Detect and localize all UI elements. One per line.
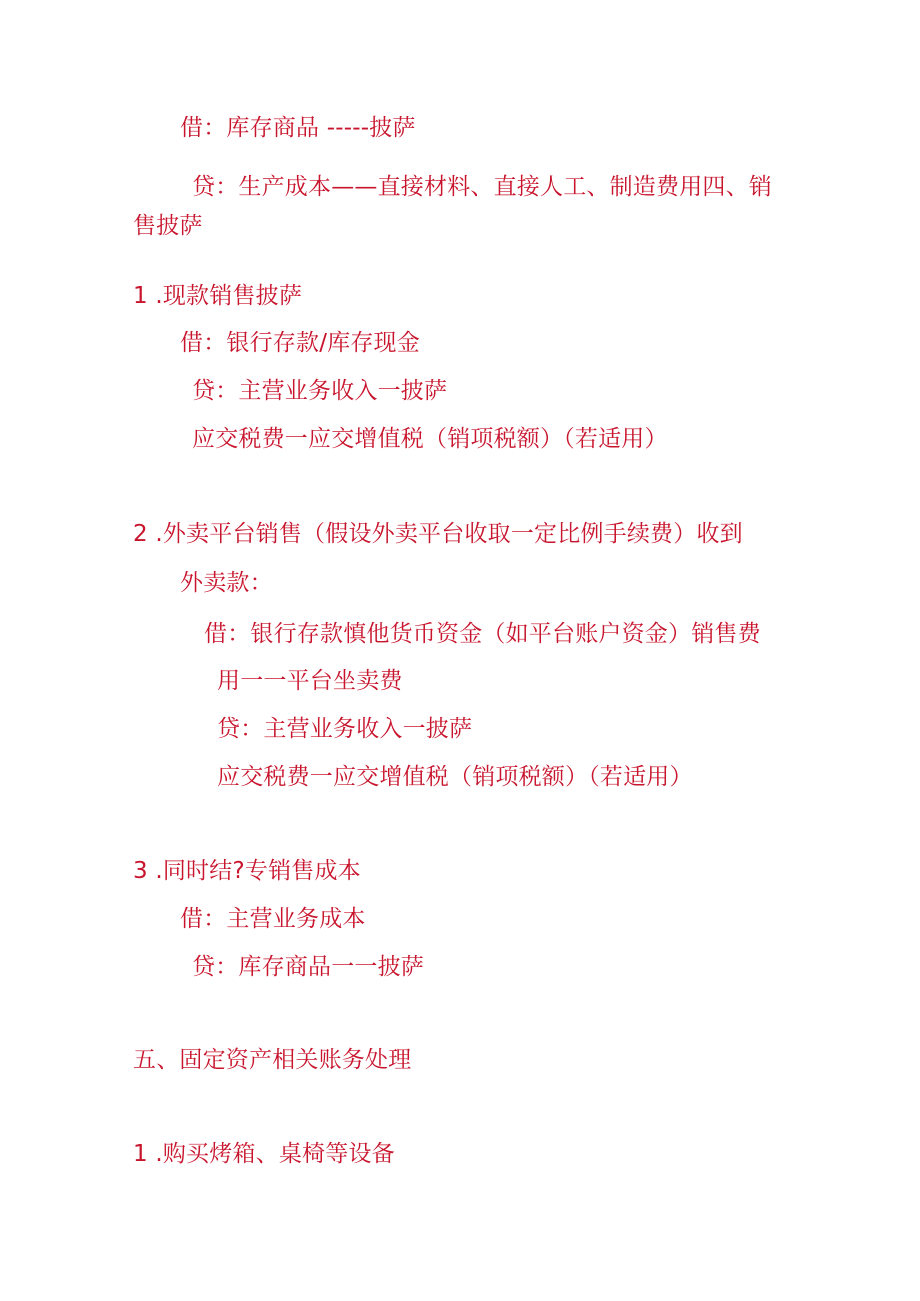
entry-debit-inventory: 借：库存商品 -----披萨 [180, 115, 416, 141]
section-cash-sales-heading: 1 .现款销售披萨 [133, 283, 303, 309]
entry-credit-main-revenue-2: 贷：主营业务收入一披萨 [217, 716, 473, 742]
entry-debit-main-cost: 借：主营业务成本 [180, 906, 366, 932]
entry-credit-production-cost: 贷：生产成本——直接材料、直接人工、制造费用四、销 [192, 174, 772, 200]
entry-debit-bank-cash: 借：银行存款/库存现金 [180, 330, 420, 356]
section-delivery-platform-heading: 2 .外卖平台销售（假设外卖平台收取一定比例手续费）收到 [133, 521, 743, 547]
entry-credit-inventory: 贷：库存商品一一披萨 [192, 954, 424, 980]
entry-debit-platform-fee: 用一一平台坐卖费 [217, 668, 403, 694]
section-delivery-platform-heading-cont: 外卖款： [180, 570, 273, 596]
entry-debit-bank-other-funds: 借：银行存款慎他货币资金（如平台账户资金）销售费 [204, 621, 761, 647]
entry-credit-main-revenue: 贷：主营业务收入一披萨 [192, 378, 448, 404]
chapter-fixed-assets-heading: 五、固定资产相关账务处理 [133, 1047, 412, 1073]
entry-credit-vat: 应交税费一应交增值税（销项税额）（若适用） [192, 426, 668, 452]
section-equipment-purchase-heading: 1 .购买烤箱、桌椅等设备 [133, 1141, 395, 1167]
section-cost-transfer-heading: 3 .同时结?专销售成本 [133, 858, 361, 884]
entry-credit-vat-2: 应交税费一应交增值税（销项税额）（若适用） [217, 764, 693, 790]
entry-credit-production-cost-cont: 售披萨 [133, 213, 203, 239]
